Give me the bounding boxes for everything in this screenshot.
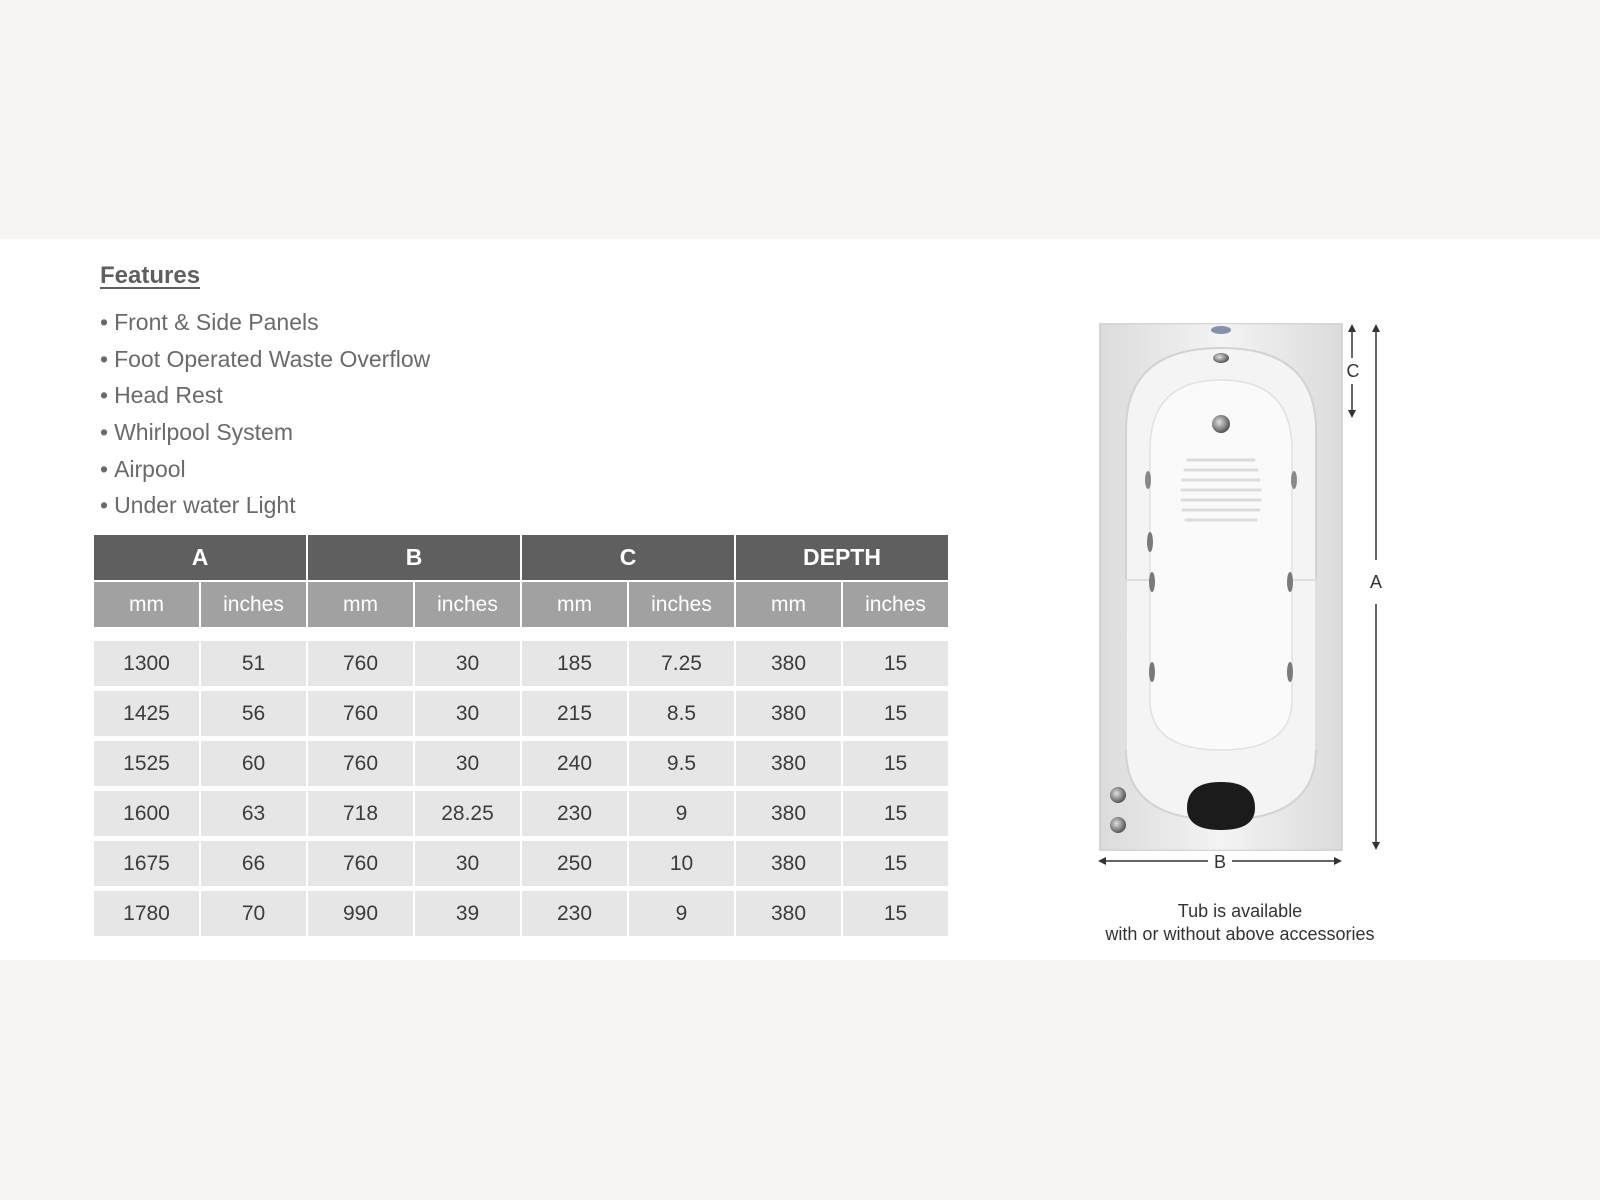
table-cell: 30 xyxy=(415,641,520,691)
table-cell: 380 xyxy=(736,641,841,691)
table-cell: 230 xyxy=(522,891,627,941)
table-cell: 760 xyxy=(308,741,413,791)
caption-line: with or without above accessories xyxy=(1105,924,1375,944)
unit-header: inches xyxy=(843,580,948,627)
table-cell: 9 xyxy=(629,891,734,941)
table-cell: 1300 xyxy=(94,641,199,691)
table-cell: 28.25 xyxy=(415,791,520,841)
table-cell: 380 xyxy=(736,841,841,891)
table-cell: 7.25 xyxy=(629,641,734,691)
table-cell: 15 xyxy=(843,841,948,891)
table-cell: 15 xyxy=(843,791,948,841)
table-cell: 1675 xyxy=(94,841,199,891)
table-cell: 15 xyxy=(843,691,948,741)
bathtub-diagram xyxy=(1090,320,1410,880)
table-cell: 30 xyxy=(415,741,520,791)
table-cell: 56 xyxy=(201,691,306,741)
table-cell: 30 xyxy=(415,841,520,891)
table-cell: 185 xyxy=(522,641,627,691)
table-cell: 760 xyxy=(308,691,413,741)
header-c: C xyxy=(522,535,734,580)
table-cell: 30 xyxy=(415,691,520,741)
table-cell: 15 xyxy=(843,891,948,941)
table-cell: 60 xyxy=(201,741,306,791)
table-cell: 380 xyxy=(736,741,841,791)
table-spacer xyxy=(94,627,948,641)
table-unit-header-row xyxy=(94,580,948,627)
table-cell: 760 xyxy=(308,841,413,891)
dimension-c xyxy=(1347,324,1360,418)
table-cell: 1525 xyxy=(94,741,199,791)
table-cell: 10 xyxy=(629,841,734,891)
table-cell: 230 xyxy=(522,791,627,841)
features-title: Features xyxy=(100,262,201,289)
unit-header: inches xyxy=(201,580,306,627)
caption-line: Tub is available xyxy=(1177,901,1303,921)
label-a: A xyxy=(1369,572,1383,592)
dimension-b xyxy=(1098,852,1342,872)
table-cell: 8.5 xyxy=(629,691,734,741)
unit-header: mm xyxy=(94,580,199,627)
label-b: B xyxy=(1213,852,1227,872)
table-body xyxy=(94,627,948,941)
feature-item: • Under water Light xyxy=(100,487,430,524)
table-cell: 990 xyxy=(308,891,413,941)
feature-item: • Whirlpool System xyxy=(100,414,430,451)
dimensions-table xyxy=(92,535,950,941)
feature-item: • Foot Operated Waste Overflow xyxy=(100,341,430,378)
label-c: C xyxy=(1346,361,1360,381)
table-group-header-row xyxy=(94,535,948,580)
unit-header: inches xyxy=(415,580,520,627)
table-cell: 63 xyxy=(201,791,306,841)
table-cell: 15 xyxy=(843,741,948,791)
unit-header: inches xyxy=(629,580,734,627)
table-row xyxy=(94,641,948,691)
unit-header: mm xyxy=(736,580,841,627)
table-cell: 1600 xyxy=(94,791,199,841)
feature-item: • Airpool xyxy=(100,451,430,488)
table-cell: 9 xyxy=(629,791,734,841)
features-list xyxy=(100,304,430,524)
table-cell: 39 xyxy=(415,891,520,941)
table-cell: 380 xyxy=(736,691,841,741)
table-cell: 15 xyxy=(843,641,948,691)
dimension-a xyxy=(1370,324,1382,850)
table-cell: 70 xyxy=(201,891,306,941)
table-cell: 51 xyxy=(201,641,306,691)
table-cell: 1425 xyxy=(94,691,199,741)
ribbed-backrest xyxy=(1182,460,1260,520)
table-cell: 1780 xyxy=(94,891,199,941)
bathtub-body xyxy=(1100,324,1342,850)
table-cell: 380 xyxy=(736,791,841,841)
table-cell: 718 xyxy=(308,791,413,841)
accessories-caption xyxy=(1090,900,1390,946)
table-cell: 66 xyxy=(201,841,306,891)
table-cell: 240 xyxy=(522,741,627,791)
headrest-icon xyxy=(1187,782,1255,830)
table-row xyxy=(94,691,948,741)
unit-header: mm xyxy=(308,580,413,627)
feature-item: • Head Rest xyxy=(100,377,430,414)
table-row xyxy=(94,841,948,891)
header-a: A xyxy=(94,535,306,580)
table-row xyxy=(94,891,948,941)
unit-header: mm xyxy=(522,580,627,627)
table-cell: 9.5 xyxy=(629,741,734,791)
table-row xyxy=(94,791,948,841)
header-depth: DEPTH xyxy=(736,535,948,580)
header-b: B xyxy=(308,535,520,580)
feature-item: • Front & Side Panels xyxy=(100,304,430,341)
table-row xyxy=(94,741,948,791)
table-cell: 215 xyxy=(522,691,627,741)
table-cell: 250 xyxy=(522,841,627,891)
table-cell: 380 xyxy=(736,891,841,941)
table-cell: 760 xyxy=(308,641,413,691)
